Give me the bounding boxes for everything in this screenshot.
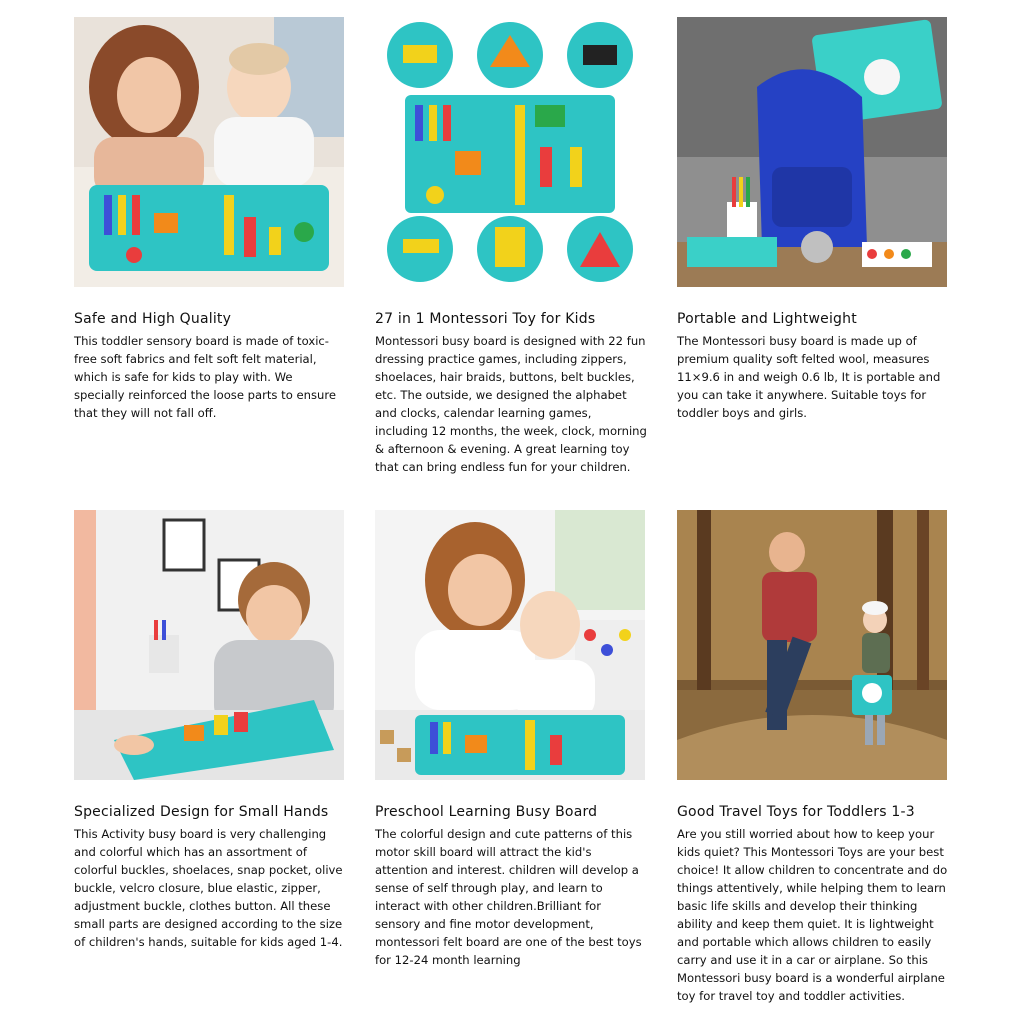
- card-description: This Activity busy board is very challenging and colorful which has an assortment of colorful buckles, shoelaces, snap pocket, olive buckle, velcro closure, blue elastic, zipper, adjustment buckle, clothes button. All these small parts are designed according to the size of children's hands, suitable for kids aged 1-4.: [74, 827, 343, 949]
- mother-baby-busy-board-photo: [74, 17, 344, 287]
- father-daughter-forest-photo: [677, 510, 947, 780]
- card-title: Specialized Design for Small Hands: [74, 804, 329, 820]
- card-title: Portable and Lightweight: [677, 311, 857, 327]
- boy-playing-busy-board-photo: [74, 510, 344, 780]
- card-description: Are you still worried about how to keep your kids quiet? This Montessori Toys are your best choice! It allow children to concentrate and do things attentively, while helping them to learn basic life skills and develop their thinking ability and keep them quiet. It is lightweight and portable which allows children to easily carry and use it in a car or airplane. So this Montessori busy board is a wonderful airplane toy for travel toy and toddler activities.: [677, 827, 948, 1003]
- card-description: The Montessori busy board is made up of premium quality soft felted wool, measures 11×9.6 in and weigh 0.6 lb, It is portable and you can take it anywhere. Suitable toys for toddler boys and girls.: [677, 334, 941, 420]
- card-title: Safe and High Quality: [74, 311, 232, 327]
- backpack-busy-board-photo: [677, 17, 947, 287]
- card-title: Preschool Learning Busy Board: [375, 804, 598, 820]
- feature-card-small-hands: [74, 510, 346, 951]
- card-description: The colorful design and cute patterns of this motor skill board will attract the kid's attention and interest. children will develop a sense of self through play, and learn to interact with other children.Brilliant for sensory and fine motor development, montessori felt board are one of the best toys for 12-24 month learning: [375, 827, 642, 967]
- card-title: Good Travel Toys for Toddlers 1-3: [677, 804, 915, 820]
- feature-card-portable: [677, 17, 949, 422]
- busy-board-detail-photo: [375, 17, 645, 287]
- mother-child-learning-photo: [375, 510, 645, 780]
- card-title: 27 in 1 Montessori Toy for Kids: [375, 311, 596, 327]
- card-description: Montessori busy board is designed with 22 fun dressing practice games, including zippers, shoelaces, hair braids, buttons, belt buckles, etc. The outside, we designed the alphabet and clocks, calendar learning games, including 12 months, the week, clock, morning & afternoon & evening. A great learning toy that can bring endless fun for your children.: [375, 334, 647, 474]
- card-description: This toddler sensory board is made of toxic-free soft fabrics and felt soft felt material, which is safe for kids to play with. We specially reinforced the loose parts to ensure that they will not fall off.: [74, 334, 336, 420]
- feature-card-27-in-1: [375, 17, 647, 476]
- feature-card-travel: [677, 510, 949, 1005]
- feature-card-preschool: [375, 510, 647, 969]
- feature-card-safe-quality: [74, 17, 346, 422]
